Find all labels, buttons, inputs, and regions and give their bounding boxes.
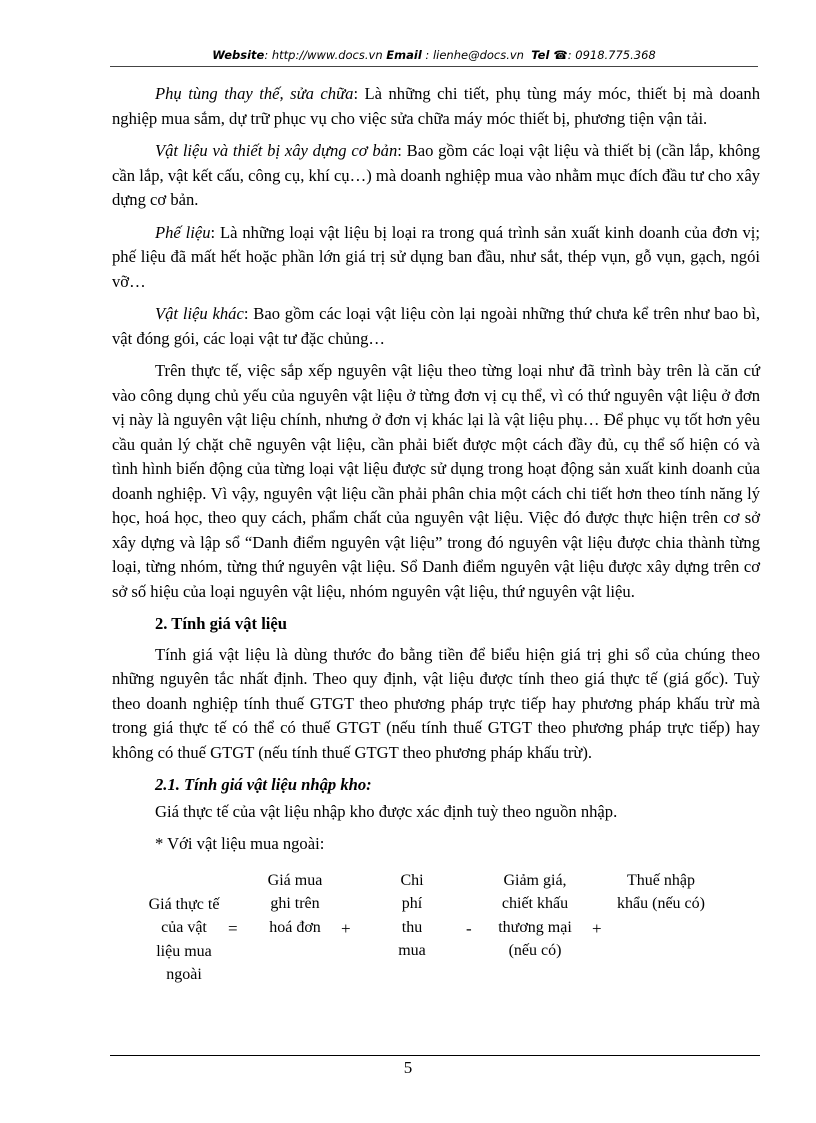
website-value: : http://www.docs.vn: [264, 48, 383, 62]
definition: : Bao gồm các loại vật liệu và thiết bị (cần lắp, không cần lắp, vật kết cấu, công cụ, khí cụ…) mà doanh nghiệp mua vào nhằm mục đích đầu tư cho xây dựng cơ bản.: [112, 141, 760, 209]
tel-label: Tel ☎: [531, 48, 568, 62]
paragraph-other-materials: [112, 302, 760, 351]
website-label: Website: [212, 48, 265, 62]
paragraph-scrap: [112, 221, 760, 295]
footer-rule: [110, 1055, 760, 1056]
term: Phụ tùng thay thế, sửa chữa: [155, 84, 354, 103]
formula-import-tax: Thuế nhập khẩu (nếu có): [617, 871, 705, 912]
tel-value: : 0918.775.368: [567, 48, 656, 62]
paragraph-spare-parts: [112, 82, 760, 131]
formula-plus: +: [592, 918, 602, 938]
formula-equals: =: [228, 918, 238, 938]
page-number: 5: [403, 1058, 413, 1077]
formula-purchase-cost: Chi phí thu mua: [398, 871, 426, 959]
formula-purchase-price: Giá mua ghi trên hoá đơn: [267, 871, 323, 936]
formula-plus: +: [341, 918, 351, 938]
formula-discount: Giảm giá, chiết khấu thương mại (nếu có): [498, 871, 572, 959]
subsection-heading: 2.1. Tính giá vật liệu nhập kho:: [155, 775, 372, 794]
email-label: Email: [386, 48, 422, 62]
formula-lhs: Giá thực tế của vật liệu mua ngoài: [148, 895, 220, 983]
page-header: [110, 47, 758, 63]
email-value: : lienhe@docs.vn: [421, 48, 524, 62]
section-paragraph: Tính giá vật liệu là dùng thước đo bằng tiền để biểu hiện giá trị ghi sổ của chúng theo những nguyên tắc nhất định. Theo quy định, vật liệu được tính theo giá thực tế (giá gốc). Tuỳ theo doanh nghiệp tính thuế GTGT theo phương pháp trực tiếp hay phương pháp khấu trừ mà trong giá thực tế có thể có thuế GTGT (nếu tính thuế GTGT theo phương pháp trực tiếp) hay không có thuế GTGT (nếu tính thuế GTGT theo phương pháp khấu trừ).: [112, 644, 760, 762]
term: Vật liệu và thiết bị xây dựng cơ bản: [155, 141, 398, 160]
section-heading: 2. Tính giá vật liệu: [155, 614, 288, 633]
subsection-line: Giá thực tế của vật liệu nhập kho được xác định tuỳ theo nguồn nhập.: [155, 801, 618, 821]
term: Vật liệu khác: [155, 304, 244, 323]
main-paragraph: Trên thực tế, việc sắp xếp nguyên vật liệu theo từng loại như đã trình bày trên là căn cứ vào công dụng chủ yếu của nguyên vật liệu ở từng đơn vị cụ thể, vì có thứ nguyên vật liệu ở đơn vị này là nguyên vật liệu chính, nhưng ở đơn vị khác lại là vật liệu phụ… Để phục vụ tốt hơn yêu cầu quản lý chặt chẽ nguyên vật liệu, cần phải biết được một cách đầy đủ, cụ thể số hiện có và tình hình biến động của từng loại vật liệu được sử dụng trong hoạt động sản xuất kinh doanh của doanh nghiệp. Vì vậy, nguyên vật liệu cần phải phân chia một cách chi tiết hơn theo tính năng lý học, hoá học, theo quy cách, phẩm chất của nguyên vật liệu. Việc đó được thực hiện trên cơ sở xây dựng và lập sổ “Danh điểm nguyên vật liệu” trong đó nguyên vật liệu được chia thành từng loại, từng nhóm, từng thứ nguyên vật liệu. Sổ Danh điểm nguyên vật liệu được xây dựng trên cơ sở số hiệu của loại nguyên vật liệu, nhóm nguyên vật liệu, thứ nguyên vật liệu.: [112, 361, 760, 601]
subsection-line: * Với vật liệu mua ngoài:: [155, 834, 325, 853]
term: Phế liệu: [155, 222, 211, 242]
document-body: [112, 82, 760, 993]
header-rule: [110, 66, 758, 67]
definition: : Là những loại vật liệu bị loại ra trong quá trình sản xuất kinh doanh của đơn vị; phế liệu đã mất hết hoặc phần lớn giá trị sử dụng ban đầu, như sắt, thép vụn, gỗ vụn, gạch, ngói vỡ…: [112, 222, 760, 291]
formula-minus: -: [466, 918, 472, 938]
definition: : Bao gồm các loại vật liệu còn lại ngoài những thứ chưa kể trên như bao bì, vật đóng gói, các loại vật tư đặc chủng…: [112, 304, 761, 348]
paragraph-construction-materials: [112, 139, 760, 213]
price-formula: [112, 863, 760, 993]
definition: : Là những chi tiết, phụ tùng máy móc, thiết bị mà doanh nghiệp mua sắm, dự trữ phục vụ cho việc sửa chữa máy móc thiết bị, phương tiện vận tải.: [112, 84, 761, 128]
